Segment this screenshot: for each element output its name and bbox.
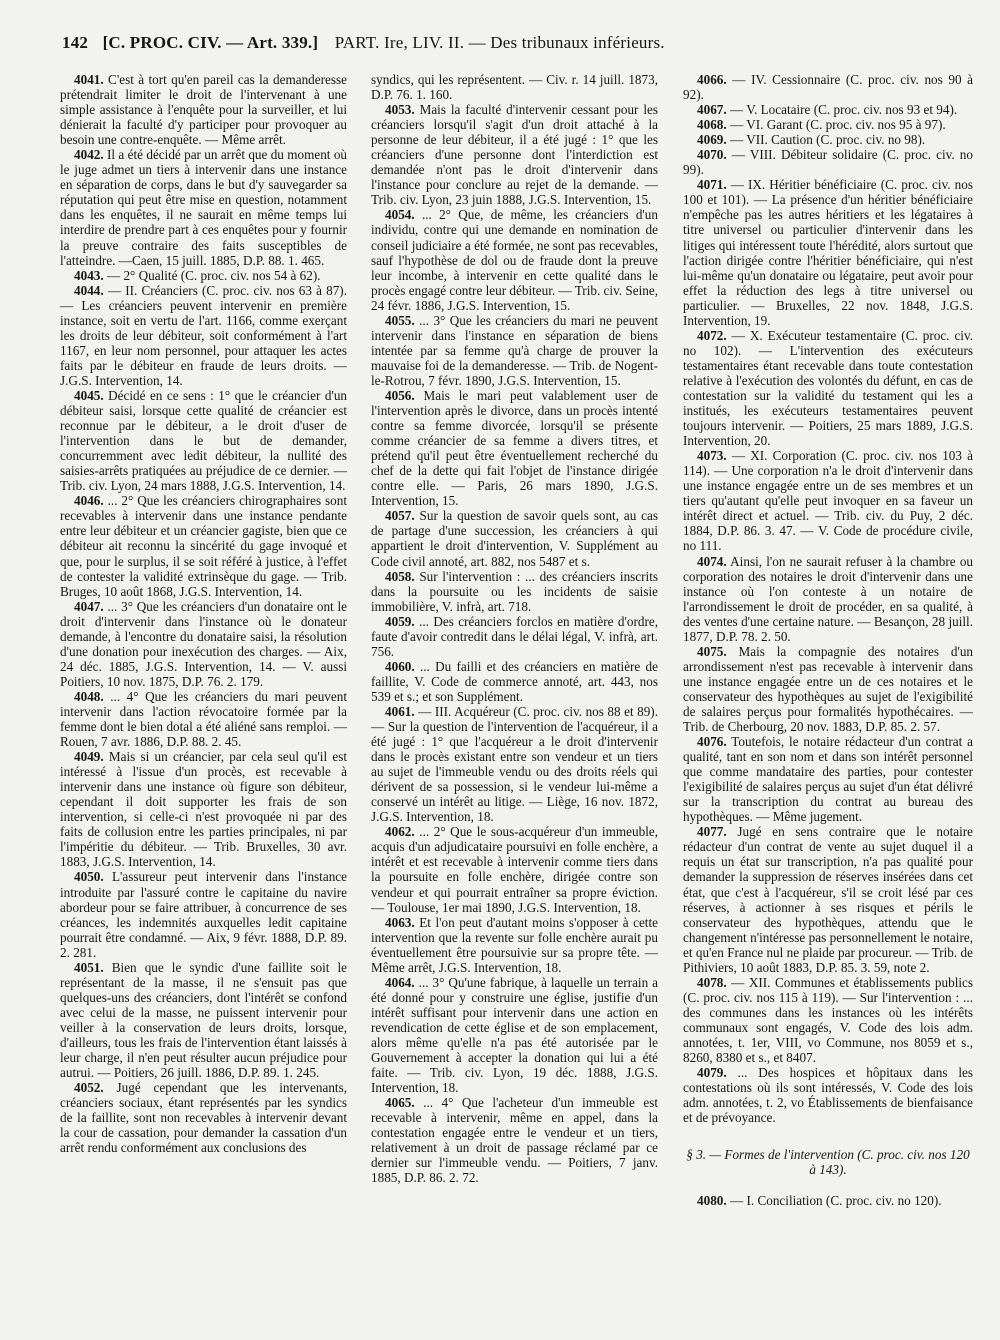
paragraph-entry [371,508,658,568]
entry-number: 4042. [74,147,104,163]
entry-text: Mais si un créancier, par cela seul qu'il est intéressé à l'issue d'un procès, est recevable à intervenir dans une instance où figure son débiteur, cependant il doit supporter les frais de son intervention, si celle-ci n'est provoquée ni par des faits de collusion entre les parties principales, ni par l'impéritie du débiteur. — Trib. Bruxelles, 30 avr. 1883, J.G.S. Intervention, 14. [60,749,348,870]
entry-text: — V. Locataire (C. proc. civ. nos 93 et 94). [729,102,958,118]
paragraph-entry [60,869,347,959]
entry-text: — III. Acquéreur (C. proc. civ. nos 88 et 89). — Sur la question de l'intervention de l'acquéreur, il a été jugé : 1° que l'acquéreur a le droit d'intervenir dans le procès existant entre son vendeur et un tiers au sujet de l'immeuble vendu ou des droits réels qui dérivent de sa possession, si le vendeur lui-même a conservé un intérêt au litige. — Liège, 16 nov. 1872, J.G.S. Intervention, 18. [371,703,659,825]
entry-text: — I. Conciliation (C. proc. civ. no 120). [729,1193,942,1209]
entry-number: 4077. [697,824,727,840]
entry-number: 4049. [74,749,104,765]
page-number: 142 [62,33,89,52]
entry-number: 4059. [385,613,415,629]
entry-number: 4075. [697,643,727,659]
entry-text: ... Des hospices et hôpitaux dans les contestations où ils sont intéressés, V. Code des lois adm. annotées, t. 2, vo Établissements de bienfaisance et de prévoyance. [683,1065,973,1126]
entry-text: ... 2° Que les créanciers chirographaires sont recevables à intervenir dans une instance pendante entre leur débiteur et un créancier gagiste, bien que ce débiteur ait reconnu la sincérité du gage invoqué et que, pour le surplus, il se soit référé à justice, à l'effet de contester la validité extrinsèque du gage. — Trib. Bruges, 10 août 1868, J.G.S. Intervention, 14. [60,493,347,599]
paragraph-entry [683,147,973,177]
entry-number: 4047. [74,598,104,614]
entry-number: 4041. [74,72,104,87]
entry-text: ... 3° Qu'une fabrique, à laquelle un terrain a été donné pour y construire une église, justifie d'un intérêt suffisant pour intervenir dans une action en revendication de cette église et de son emplacement, alors même qu'elle n'a pas été autorisée par le Gouvernement à accepter la donation qui lui a été faite. — Trib. civ. Lyon, 19 déc. 1888, J.G.S. Intervention, 18. [371,974,659,1096]
entry-number: 4061. [385,703,415,719]
entry-number: 4054. [385,207,415,223]
entry-text: — VII. Caution (C. proc. civ. no 98). [729,132,926,148]
entry-text: — X. Exécuteur testamentaire (C. proc. civ. no 102). — L'intervention des exécuteurs testamentaires étant recevable dans toute contestation relative à l'exécution des volontés du défunt, en cas de contestation sur la validité du testament qui les a institués, les exécuteurs testamentaires peuvent toujours intervenir. — Poitiers, 25 mars 1889, J.G.S. Intervention, 20. [683,327,974,449]
paragraph-entry [683,734,973,824]
paragraph-entry [371,102,658,207]
entry-text: Sur la question de savoir quels sont, au cas de partage d'une succession, les créanciers à qui appartient le droit d'intervention, V. Supplément au Code civil annoté, art. 882, nos 5487 et s. [371,508,658,569]
entry-text: ... 2° Que le sous-acquéreur d'un immeuble, acquis d'un adjudicataire poursuivi en folle enchère, a intérêt et est recevable à intervenir comme tiers dans la poursuite en folle enchère, dirigée contre son vendeur et qui pourrait entraîner sa propre éviction. — Toulouse, 1er mai 1890, J.G.S. Intervention, 18. [371,824,659,915]
paragraph-entry [683,132,973,147]
entry-text: Il a été décidé par un arrêt que du moment où le juge admet un tiers à intervenir dans une instance en séparation de corps, dans le but d'y sauvegarder sa réputation qui peut être mise en question, notamment dans les enquêtes, il ne saurait en même temps lui interdire de prendre part à ces enquêtes pour y fournir la preuve contraire des faits susceptibles de l'atteindre. —Caen, 15 juill. 1885, D.P. 88. 1. 465. [60,147,348,268]
entry-text: ... 3° Que les créanciers du mari ne peuvent intervenir dans l'instance en séparation de biens intentée par sa femme qu'à charge de prouver la mauvaise foi de la demanderesse. — Trib. de Nogent-le-Rotrou, 7 févr. 1890, J.G.S. Intervention, 15. [371,312,659,388]
paragraph-entry [371,388,658,508]
paragraph-entry [683,824,973,974]
entry-text: L'assureur peut intervenir dans l'instance introduite par l'assuré contre le capitaine du navire abordeur pour se faire attribuer, à concurrence de ses créances, les indemnités auxquelles ledit capitaine pourrait être condamné. — Aix, 9 févr. 1888, D.P. 89. 2. 281. [60,869,347,960]
entry-number: 4072. [697,327,727,343]
paragraph-entry [371,207,658,312]
entry-text: ... Des créanciers forclos en matière d'ordre, faute d'avoir contredit dans le délai légal, V. infrà, art. 756. [371,613,658,659]
entry-number: 4068. [697,117,727,133]
paragraph-entry [371,614,658,659]
paragraph-entry [683,177,973,327]
entry-text: ... 3° Que les créanciers d'un donataire ont le droit d'intervenir dans l'instance où le donateur demande, à l'encontre du donataire saisi, la résolution d'une donation pour inexécution des charges. — Aix, 24 déc. 1885, J.G.S. Intervention, 14. — V. aussi Poitiers, 10 nov. 1875, D.P. 76. 2. 179. [60,598,348,689]
entry-text: § 3. — Formes de l'intervention (C. proc. civ. nos 120 à 143). [686,1147,970,1178]
paragraph-entry [683,102,973,117]
entry-text: ... 2° Que, de même, les créanciers d'un individu, contre qui une demande en nomination de conseil judiciaire a été formée, ne sont pas recevables, sauf l'hypothèse de dol ou de fraude dont la preuve leur incombe, à intervenir en cette qualité dans le procès engagé contre leur débiteur. — Trib. civ. Seine, 24 févr. 1886, J.G.S. Intervention, 15. [371,207,658,313]
entry-number: 4079. [697,1065,727,1081]
entry-number: 4062. [385,824,415,840]
paragraph-entry [60,599,347,689]
paragraph-entry [371,704,658,824]
paragraph-entry [60,388,347,493]
paragraph-entry [683,975,973,1065]
entry-text: Et l'on peut d'autant moins s'opposer à cette intervention que la revente sur folle enchère aurait pu éventuellement être poursuivie sur sa propre tête. — Même arrêt, J.G.S. Intervention, 18. [371,914,658,975]
paragraph-entry [60,689,347,749]
paragraph-entry [60,147,347,267]
entry-number: 4080. [697,1193,727,1209]
paragraph-entry [683,72,973,102]
paragraph-entry [60,72,347,147]
text-column-left [60,72,347,1155]
paragraph-entry [371,659,658,704]
entry-number: 4066. [697,72,727,87]
entry-number: 4045. [74,387,104,403]
entry-text: — IX. Héritier bénéficiaire (C. proc. civ. nos 100 et 101). — La présence d'un héritier bénéficiaire n'empêche pas les autres héritiers et les légataires à titre universel ou particulier d'intervenir dans les litiges qui intéressent toute l'hérédité, alors surtout que l'action dirigée contre l'héritier bénéficiaire, qui n'est lui-même qu'un donataire ou légataire, peut avoir pour effet la réduction des legs à titre universel ou particulier. — Bruxelles, 22 nov. 1848, J.G.S. Intervention, 19. [683,177,973,328]
entry-text: Sur l'intervention : ... des créanciers inscrits dans la poursuite ou les incidents de saisie immobilière, V. infrà, art. 718. [371,568,659,614]
entry-number: 4060. [385,658,415,674]
paragraph-entry [371,975,658,1095]
entry-number: 4050. [74,869,104,885]
paragraph-entry [60,283,347,388]
entry-number: 4063. [385,914,415,930]
entry-number: 4056. [385,387,415,403]
paragraph-entry [371,313,658,388]
entry-text: Mais la compagnie des notaires d'un arrondissement n'est pas recevable à intervenir dans une instance engagée entre un de ces notaires et le conservateur des hypothèques au sujet de l'exigibilité de salaires perçus pour formalités hypothécaires. — Trib. de Cherbourg, 20 nov. 1883, D.P. 85. 2. 57. [683,643,974,735]
entry-text: ... Du failli et des créanciers en matière de faillite, V. Code de commerce annoté, art. 443, nos 539 et s.; et son Supplément. [371,658,659,704]
entry-number: 4064. [385,974,415,990]
paragraph-entry [60,1080,347,1155]
entry-text: — VI. Garant (C. proc. civ. nos 95 à 97). [729,117,946,133]
entry-number: 4048. [74,688,104,704]
paragraph-entry [371,1095,658,1185]
entry-text: syndics, qui les représentent. — Civ. r. 14 juill. 1873, D.P. 76. 1. 160. [371,72,658,103]
paragraph-entry [683,554,973,644]
entry-text: — XI. Corporation (C. proc. civ. nos 103 à 114). — Une corporation n'a le droit d'intervenir dans une instance engagée entre un de ses membres et un tiers qu'autant qu'elle peut invoquer en sa faveur un intérêt direct et actuel. — Trib. civ. du Puy, 2 déc. 1884, D.P. 86. 3. 47. — V. Code de procédure civile, no 111. [683,448,973,554]
entry-text: ... 4° Que l'acheteur d'un immeuble est recevable à intervenir, même en appel, dans la contestation engagée entre le vendeur et un tiers, relativement à un droit de passage réclamé par ce dernier sur l'immeuble vendu. — Poitiers, 7 janv. 1885, D.P. 86. 2. 72. [371,1095,659,1186]
entry-number: 4074. [697,553,727,569]
entry-number: 4070. [697,147,727,163]
entry-text: Toutefois, le notaire rédacteur d'un contrat a qualité, tant en son nom et dans son intérêt personnel que comme mandataire des parties, pour contester l'exigibilité de salaires perçus au sujet d'un état délivré sur la transcription du contrat au bureau des hypothèques. — Même jugement. [683,734,974,825]
entry-text: — II. Créanciers (C. proc. civ. nos 63 à 87). — Les créanciers peuvent intervenir en première instance, soit en vertu de l'art. 1166, comme exerçant les droits de leur débiteur, soit conformément à l'art 1167, en leur nom personnel, pour attaquer les actes faits par le débiteur en fraude de leurs droits. — J.G.S. Intervention, 14. [60,282,347,388]
entry-text: Ainsi, l'on ne saurait refuser à la chambre ou corporation des notaires le droit d'intervenir dans une instance où l'on conteste à un notaire de l'arrondissement le droit de procéder, en sa qualité, à des ventes d'une certaine nature. — Besançon, 28 juill. 1877, D.P. 78. 2. 50. [683,553,974,644]
entry-number: 4065. [385,1095,415,1111]
entry-number: 4051. [74,959,104,975]
section-heading [683,1147,973,1177]
entry-text: — XII. Communes et établissements publics (C. proc. civ. nos 115 à 119). — Sur l'intervention : ... des communes dans les instances où les intérêts communaux sont engagés, V. Code des lois adm. annotées, t. 1er, VIII, vo Commune, nos 8059 et s., 8260, 8380 et s., et 8407. [683,974,974,1066]
entry-text: — 2° Qualité (C. proc. civ. nos 54 à 62). [106,267,321,283]
text-column-right [683,72,973,1208]
paragraph-entry [60,960,347,1080]
paragraph-entry [683,1193,973,1208]
entry-text: Jugé cependant que les intervenants, créanciers sociaux, étant représentés par les syndics de la faillite, sont non recevables à intervenir devant la cour de cassation, pour demander la cassation d'un arrêt rendu conformément aux conclusions des [60,1080,348,1156]
entry-number: 4078. [697,974,727,990]
entry-number: 4073. [697,448,727,464]
entry-text: Mais le mari peut valablement user de l'intervention après le divorce, dans un procès intenté contre sa femme divorcée, lorsqu'il se présente comme créancier de sa femme a divers titres, et prétend qu'il peut être éventuellement recherché du chef de la dette qui fait l'objet de l'instance dirigée contre elle. — Paris, 26 mars 1890, J.G.S. Intervention, 15. [371,387,659,509]
paragraph-entry [60,749,347,869]
entry-text: — VIII. Débiteur solidaire (C. proc. civ. no 99). [683,147,973,178]
entry-number: 4053. [385,102,415,118]
entry-text: Mais la faculté d'intervenir cessant pour les créanciers lorsqu'il s'agit d'un droit attaché à la personne de leur débiteur, il a été jugé : 1° que les créanciers d'une personne dont l'interdiction est demandée n'ont pas le droit d'intervenir dans l'instance pour conclure au rejet de la demande. — Trib. civ. Lyon, 23 juin 1888, J.G.S. Intervention, 15. [371,102,658,208]
entry-number: 4076. [697,734,727,750]
entry-text: Décidé en ce sens : 1° que le créancier d'un débiteur saisi, lorsque cette qualité de créancier est reconnue par le débiteur, a le droit d'user de l'intervention dans le but de demander, concurremment avec ledit débiteur, la nullité des saisies-arrêts pratiquées au préjudice de ce dernier. — Trib. civ. Lyon, 24 mars 1888, J.G.S. Intervention, 14. [60,387,348,494]
entry-number: 4067. [697,102,727,118]
entry-text: ... 4° Que les créanciers du mari peuvent intervenir dans l'action révocatoire formée par la femme dont le bien dotal a été aliéné sans remploi. — Rouen, 7 avr. 1886, D.P. 88. 2. 45. [60,688,348,750]
entry-text: C'est à tort qu'en pareil cas la demanderesse prétendrait limiter le droit de l'intervenant à une simple assistance à l'enquête pour la surveiller, et lui dénierait la faculté d'y participer pour provoquer au besoin une contre-enquête. — Même arrêt. [60,72,347,148]
paragraph-entry [371,915,658,975]
entry-number: 4044. [74,282,104,298]
text-column-middle [371,72,658,1185]
code-reference: [C. PROC. CIV. — Art. 339.] [102,33,319,52]
entry-text: — IV. Cessionnaire (C. proc. civ. nos 90 à 92). [683,72,974,103]
part-title: PART. Ire, LIV. II. — Des tribunaux inférieurs. [334,33,665,52]
entry-number: 4055. [385,312,415,328]
paragraph-entry [371,569,658,614]
paragraph-entry [683,644,973,734]
running-header [62,33,962,67]
paragraph-entry [371,824,658,914]
entry-number: 4058. [385,568,415,584]
entry-number: 4046. [74,493,104,509]
paragraph-entry [683,117,973,132]
paragraph-entry [683,328,973,448]
entry-text: Jugé en sens contraire que le notaire rédacteur d'un contrat de vente au sujet duquel il a requis un état sur transcription, n'a pas qualité pour demander la suppression de réserves insérées dans cet état, que c'est à l'acquéreur, s'il se croit lésé par ces réserves, à actionner à ses risques et périls le conservateur des hypothèques, attendu que le changement n'intéresse pas personnellement le notaire, et qu'en France nul ne plaide par procureur. — Trib. de Pithiviers, 10 août 1883, D.P. 85. 3. 59, note 2. [683,824,973,975]
paragraph-entry [371,72,658,102]
paragraph-entry [60,493,347,598]
paragraph-entry [683,448,973,553]
entry-text: Bien que le syndic d'une faillite soit le représentant de la masse, il ne s'ensuit pas que quelques-uns des créanciers, dont l'intérêt se confond avec celui de la masse, ne puissent intervenir pour veiller à la conservation de leurs droits, lorsque, d'ailleurs, tous les frais de l'intervention étant laissés à leur charge, il n'en peut résulter aucun préjudice pour autrui. — Poitiers, 26 juill. 1886, D.P. 89. 1. 245. [60,959,347,1081]
entry-number: 4069. [697,132,727,148]
entry-number: 4057. [385,508,415,524]
paragraph-entry [60,268,347,283]
entry-number: 4071. [697,177,727,193]
entry-number: 4043. [74,267,104,283]
paragraph-entry [683,1065,973,1125]
entry-number: 4052. [74,1080,104,1096]
